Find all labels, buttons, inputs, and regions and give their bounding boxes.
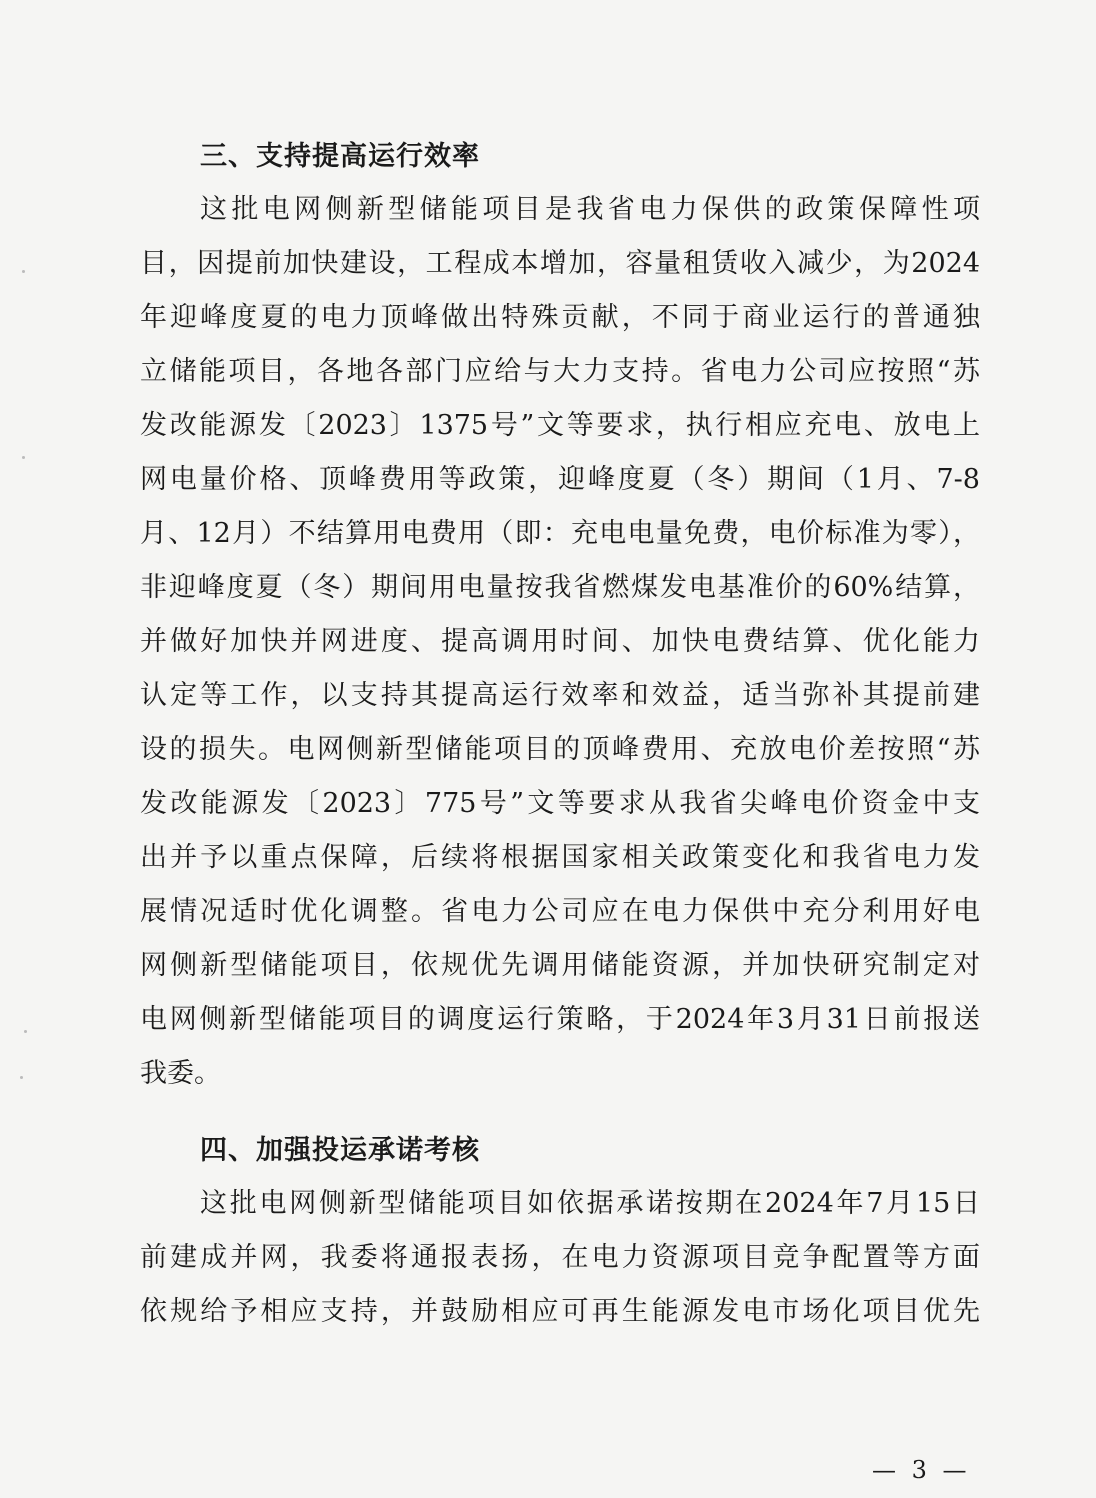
scan-speck [22,456,25,459]
section-3-line: 年迎峰度夏的电力顶峰做出特殊贡献，不同于商业运行的普通独 [140,302,980,333]
section-3-line: 月、12月）不结算用电费用（即：充电电量免费，电价标准为零）， [140,518,980,549]
section-3-line: 网侧新型储能项目，依规优先调用储能资源，并加快研究制定对 [140,950,980,981]
section-3-line: 这批电网侧新型储能项目是我省电力保供的政策保障性项 [200,194,980,225]
page-number: — 3 — [872,1456,971,1484]
section-3-line: 电网侧新型储能项目的调度运行策略，于2024年3月31日前报送 [140,1004,980,1035]
section-3-line: 认定等工作，以支持其提高运行效率和效益，适当弥补其提前建 [140,680,980,711]
scan-speck [20,1076,23,1079]
section-3-line: 设的损失。电网侧新型储能项目的顶峰费用、充放电价差按照“苏 [140,734,980,765]
scan-speck [24,1030,27,1033]
section-3-line: 发改能源发〔2023〕775号”文等要求从我省尖峰电价资金中支 [140,788,980,819]
section-4-line: 依规给予相应支持，并鼓励相应可再生能源发电市场化项目优先 [140,1296,980,1327]
section-4-line: 这批电网侧新型储能项目如依据承诺按期在2024年7月15日 [200,1188,980,1219]
section-3-line: 非迎峰度夏（冬）期间用电量按我省燃煤发电基准价的60%结算， [140,572,980,603]
section-3-heading: 三、支持提高运行效率 [200,141,480,172]
section-3-line: 发改能源发〔2023〕1375号”文等要求，执行相应充电、放电上 [140,410,980,441]
section-3-line: 目，因提前加快建设，工程成本增加，容量租赁收入减少，为2024 [140,248,980,279]
section-3-line: 立储能项目，各地各部门应给与大力支持。省电力公司应按照“苏 [140,356,980,387]
section-4-heading: 四、加强投运承诺考核 [200,1135,480,1166]
section-3-line: 我委。 [140,1058,221,1089]
scan-speck [22,270,25,273]
section-3-line: 出并予以重点保障，后续将根据国家相关政策变化和我省电力发 [140,842,980,873]
section-3-line: 并做好加快并网进度、提高调用时间、加快电费结算、优化能力 [140,626,980,657]
section-4-line: 前建成并网，我委将通报表扬，在电力资源项目竞争配置等方面 [140,1242,980,1273]
section-3-line: 网电量价格、顶峰费用等政策，迎峰度夏（冬）期间（1月、7-8 [140,464,980,495]
section-3-line: 展情况适时优化调整。省电力公司应在电力保供中充分利用好电 [140,896,980,927]
